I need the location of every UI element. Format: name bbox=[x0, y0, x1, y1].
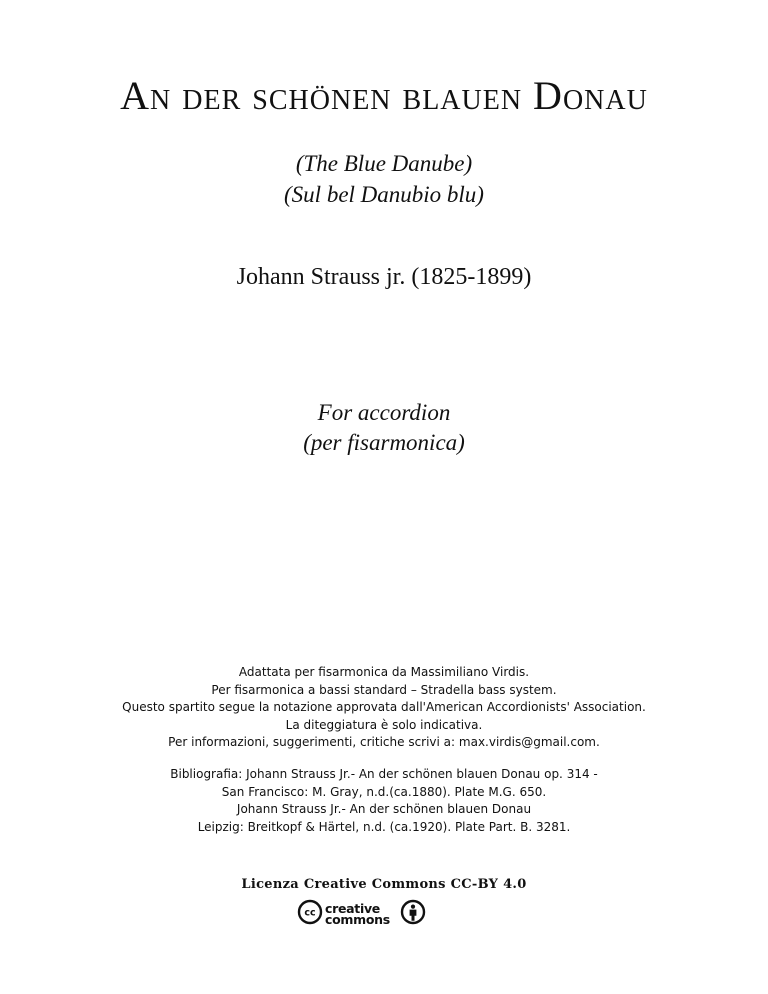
arrangement-notes bbox=[0, 664, 768, 752]
attribution-icon bbox=[400, 899, 426, 930]
instrument-italian: (per fisarmonica) bbox=[303, 430, 465, 455]
note-line: Questo spartito segue la notazione approvata dall'American Accordionists' Association. bbox=[122, 700, 646, 714]
cc-wordmark bbox=[297, 899, 390, 930]
license-text: Licenza Creative Commons CC-BY 4.0 bbox=[241, 877, 527, 892]
page-title: An der schönen blauen Donau bbox=[120, 73, 648, 118]
bibliography bbox=[0, 766, 768, 836]
note-line: La diteggiatura è solo indicativa. bbox=[285, 717, 483, 732]
cc-wordmark-text bbox=[325, 903, 390, 925]
cc-word: commons bbox=[325, 912, 390, 927]
svg-text:cc: cc bbox=[304, 907, 316, 918]
note-line: Per fisarmonica a bassi standard – Stradella bass system. bbox=[211, 682, 557, 697]
subtitles bbox=[0, 148, 768, 210]
bibliography-line: Johann Strauss Jr.- An der schönen blauen Donau bbox=[236, 802, 532, 816]
bibliography-line: San Francisco: M. Gray, n.d.(ca.1880). Plate M.G. 650. bbox=[221, 784, 547, 799]
instrument-english: For accordion bbox=[317, 400, 451, 425]
note-line: Adattata per fisarmonica da Massimiliano Virdis. bbox=[238, 665, 530, 679]
composer: Johann Strauss jr. (1825-1899) bbox=[236, 264, 532, 290]
instrument bbox=[0, 398, 768, 458]
creative-commons-logo[interactable] bbox=[297, 900, 426, 928]
bibliography-line: Leipzig: Breitkopf & Härtel, n.d. (ca.1920). Plate Part. B. 3281. bbox=[197, 819, 571, 834]
note-line-contact: Per informazioni, suggerimenti, critiche scrivi a: max.virdis@gmail.com. bbox=[168, 735, 600, 749]
bibliography-line: Bibliografia: Johann Strauss Jr.- An der schönen blauen Donau op. 314 - bbox=[170, 767, 598, 781]
subtitle-italian: (Sul bel Danubio blu) bbox=[284, 182, 484, 207]
cc-word: creative bbox=[325, 901, 380, 916]
cc-icon bbox=[297, 899, 323, 930]
subtitle-english: (The Blue Danube) bbox=[295, 151, 473, 176]
